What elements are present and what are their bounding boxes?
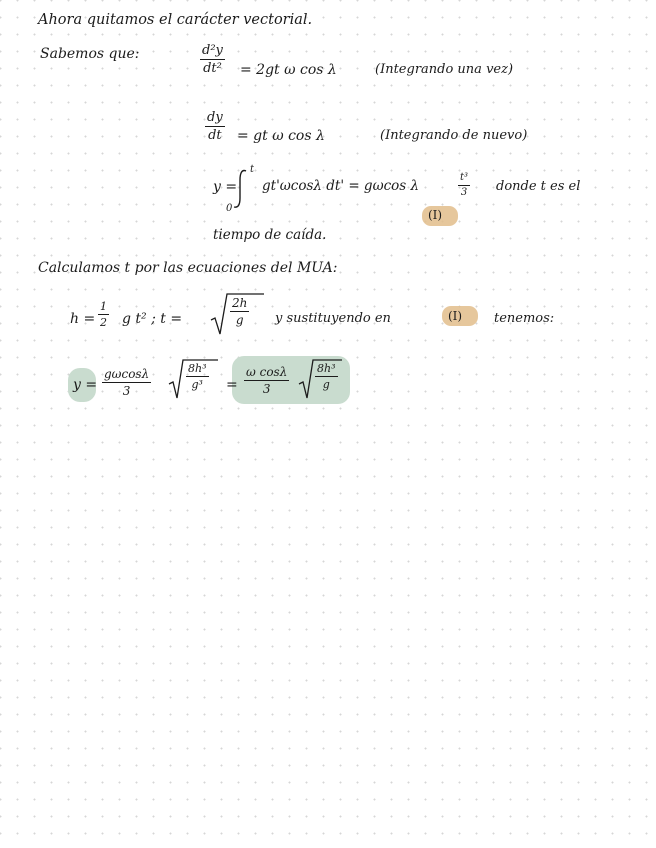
eq3-left: y = <box>213 179 238 195</box>
eq3-frac-num: t³ <box>458 173 470 186</box>
eq5-equals: = <box>226 377 238 393</box>
eq1-rhs: = 2gt ω cos λ <box>240 62 337 78</box>
eq2-numerator: dy <box>207 110 223 125</box>
eq4-note-b: tenemos: <box>494 311 555 326</box>
eq4-left: h = <box>70 311 96 327</box>
eq4-sqrt-num: 2h <box>232 296 248 310</box>
eq2-fraction <box>205 111 225 142</box>
eq5-frac-den: 3 <box>122 384 131 398</box>
eq3-note: donde t es el <box>496 179 581 194</box>
eq3-integrand: gt'ωcosλ dt' = gωcos λ <box>262 178 420 194</box>
eq2-denominator: dt <box>208 128 222 143</box>
eq4-frac-num: 1 <box>100 300 107 313</box>
eq5-fraction <box>102 368 151 397</box>
eq4-sqrt <box>210 292 266 338</box>
eq4-tag: (I) <box>448 309 463 323</box>
eq3-continuation: tiempo de caída. <box>213 227 327 243</box>
eq2-note: (Integrando de nuevo) <box>380 128 528 143</box>
eq5-frac2-den: 3 <box>262 382 271 396</box>
eq4-mid: g t² ; t = <box>122 311 183 327</box>
eq5-sqrt2-num: 8h³ <box>317 362 336 375</box>
eq4-frac-den: 2 <box>100 316 107 329</box>
eq4-note-a: y sustituyendo en <box>275 311 391 326</box>
eq3-upper-limit: t <box>250 164 255 175</box>
eq5-sqrt-fraction <box>186 363 209 390</box>
eq5-frac-num: gωcosλ <box>104 367 150 381</box>
eq5-sqrt-2 <box>298 358 344 402</box>
eq1-denominator: dt² <box>203 61 222 76</box>
integral-sign <box>232 168 250 210</box>
eq5-sqrt2-den: g <box>322 378 330 391</box>
eq5-fraction-2 <box>244 366 289 395</box>
eq4-sqrt-den: g <box>235 313 244 327</box>
eq3-lower-limit: 0 <box>226 203 233 214</box>
eq5-sqrt-den: g³ <box>191 378 203 391</box>
eq3-frac-den: 3 <box>460 187 468 198</box>
eq2-rhs: = gt ω cos λ <box>237 128 325 144</box>
eq5-frac2-num: ω cosλ <box>246 365 288 379</box>
eq3-tag: (I) <box>428 208 443 222</box>
mua-line: Calculamos t por las ecuaciones del MUA: <box>38 260 338 276</box>
eq5-sqrt <box>168 358 220 402</box>
eq5-sqrt-num: 8h³ <box>188 362 207 375</box>
eq4-fraction <box>98 301 109 328</box>
eq4-sqrt-fraction <box>230 297 249 326</box>
eq1-numerator: d²y <box>202 43 223 58</box>
eq5-sqrt2-fraction <box>315 363 338 390</box>
eq1-note: (Integrando una vez) <box>375 62 514 77</box>
eq3-fraction <box>458 173 470 198</box>
eq1-fraction <box>200 44 225 75</box>
intro-line: Ahora quitamos el carácter vectorial. <box>38 12 313 28</box>
sabemos-label: Sabemos que: <box>40 46 140 62</box>
eq5-left: y = <box>73 377 98 393</box>
